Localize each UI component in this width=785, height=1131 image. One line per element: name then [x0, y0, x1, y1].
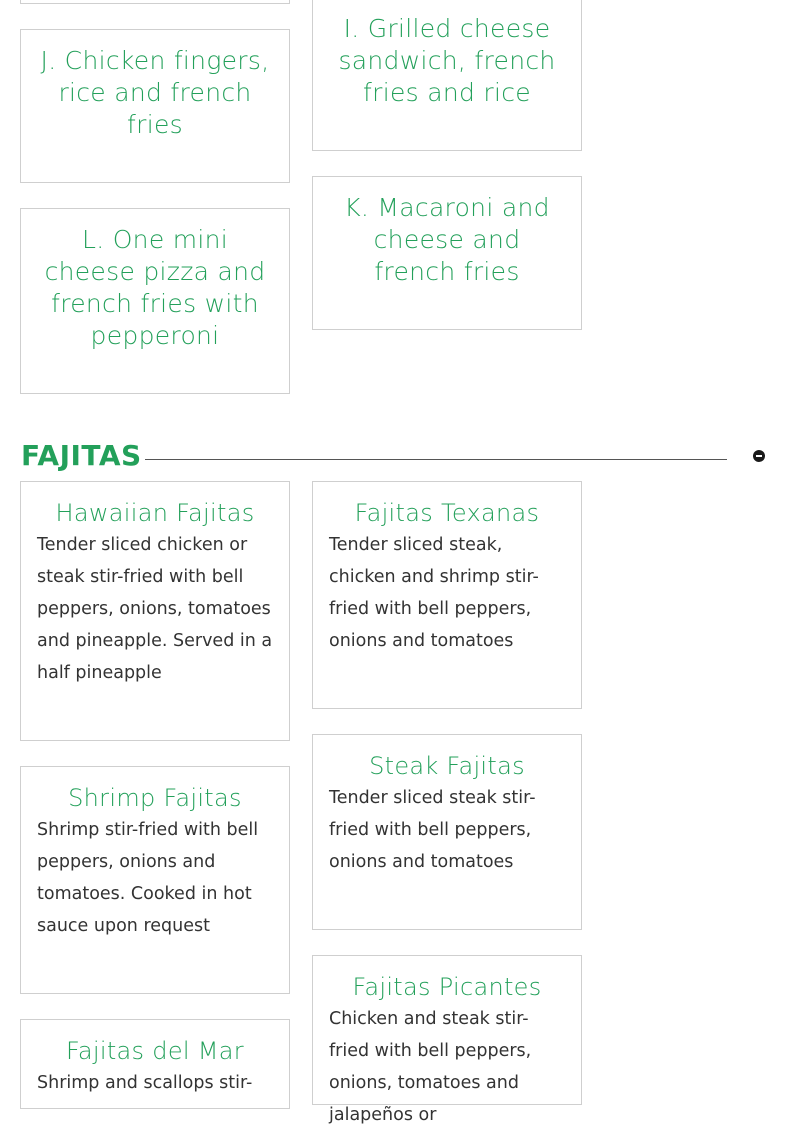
menu-card-grilled-cheese[interactable]: [312, 0, 582, 151]
section-divider: [145, 459, 727, 460]
menu-item-title: L. One mini cheese pizza and french fries with pepperoni: [44, 225, 266, 350]
menu-item-description: Shrimp stir-fried with bell peppers, onions and tomatoes. Cooked in hot sauce upon request: [37, 820, 259, 936]
menu-card-fajitas-texanas[interactable]: [312, 481, 582, 709]
menu-card-hawaiian-fajitas[interactable]: [20, 481, 290, 741]
menu-card-fajitas-del-mar[interactable]: [20, 1019, 290, 1109]
menu-card-steak-fajitas[interactable]: [312, 734, 582, 930]
menu-item-title: I. Grilled cheese sandwich, french fries and rice: [338, 14, 556, 107]
section-header-fajitas: [20, 438, 770, 474]
menu-item-title: Fajitas Picantes: [352, 973, 542, 1001]
menu-item-title: J. Chicken fingers, rice and french fries: [40, 46, 270, 139]
menu-card-macaroni[interactable]: [312, 176, 582, 330]
menu-item-title: Fajitas del Mar: [66, 1037, 244, 1065]
menu-item-description: Shrimp and scallops stir-: [37, 1073, 253, 1093]
menu-card-fajitas-picantes[interactable]: [312, 955, 582, 1125]
menu-item-title: Fajitas Texanas: [354, 499, 540, 527]
menu-card-chicken-fingers[interactable]: [20, 29, 290, 183]
menu-item-description: Tender sliced steak, chicken and shrimp stir-fried with bell peppers, onions and tomatoes: [329, 535, 539, 651]
menu-item-title: Shrimp Fajitas: [68, 784, 242, 812]
menu-item-description: Tender sliced chicken or steak stir-fried with bell peppers, onions, tomatoes and pineapple. Served in a half pineapple: [37, 535, 273, 683]
menu-card-mini-pizza[interactable]: [20, 208, 290, 394]
collapse-section-icon[interactable]: [753, 450, 765, 462]
menu-item-title: Hawaiian Fajitas: [55, 499, 255, 527]
menu-card-previous[interactable]: [20, 0, 290, 4]
menu-card-shrimp-fajitas[interactable]: [20, 766, 290, 994]
menu-item-title: Steak Fajitas: [369, 752, 525, 780]
menu-item-description: Tender sliced steak stir-fried with bell peppers, onions and tomatoes: [329, 788, 536, 872]
section-title: FAJITAS: [21, 439, 142, 472]
menu-item-title: K. Macaroni and cheese and french fries: [344, 193, 550, 286]
menu-item-description: Chicken and steak stir-fried with bell peppers, onions, tomatoes and jalapeños or: [329, 1009, 532, 1125]
